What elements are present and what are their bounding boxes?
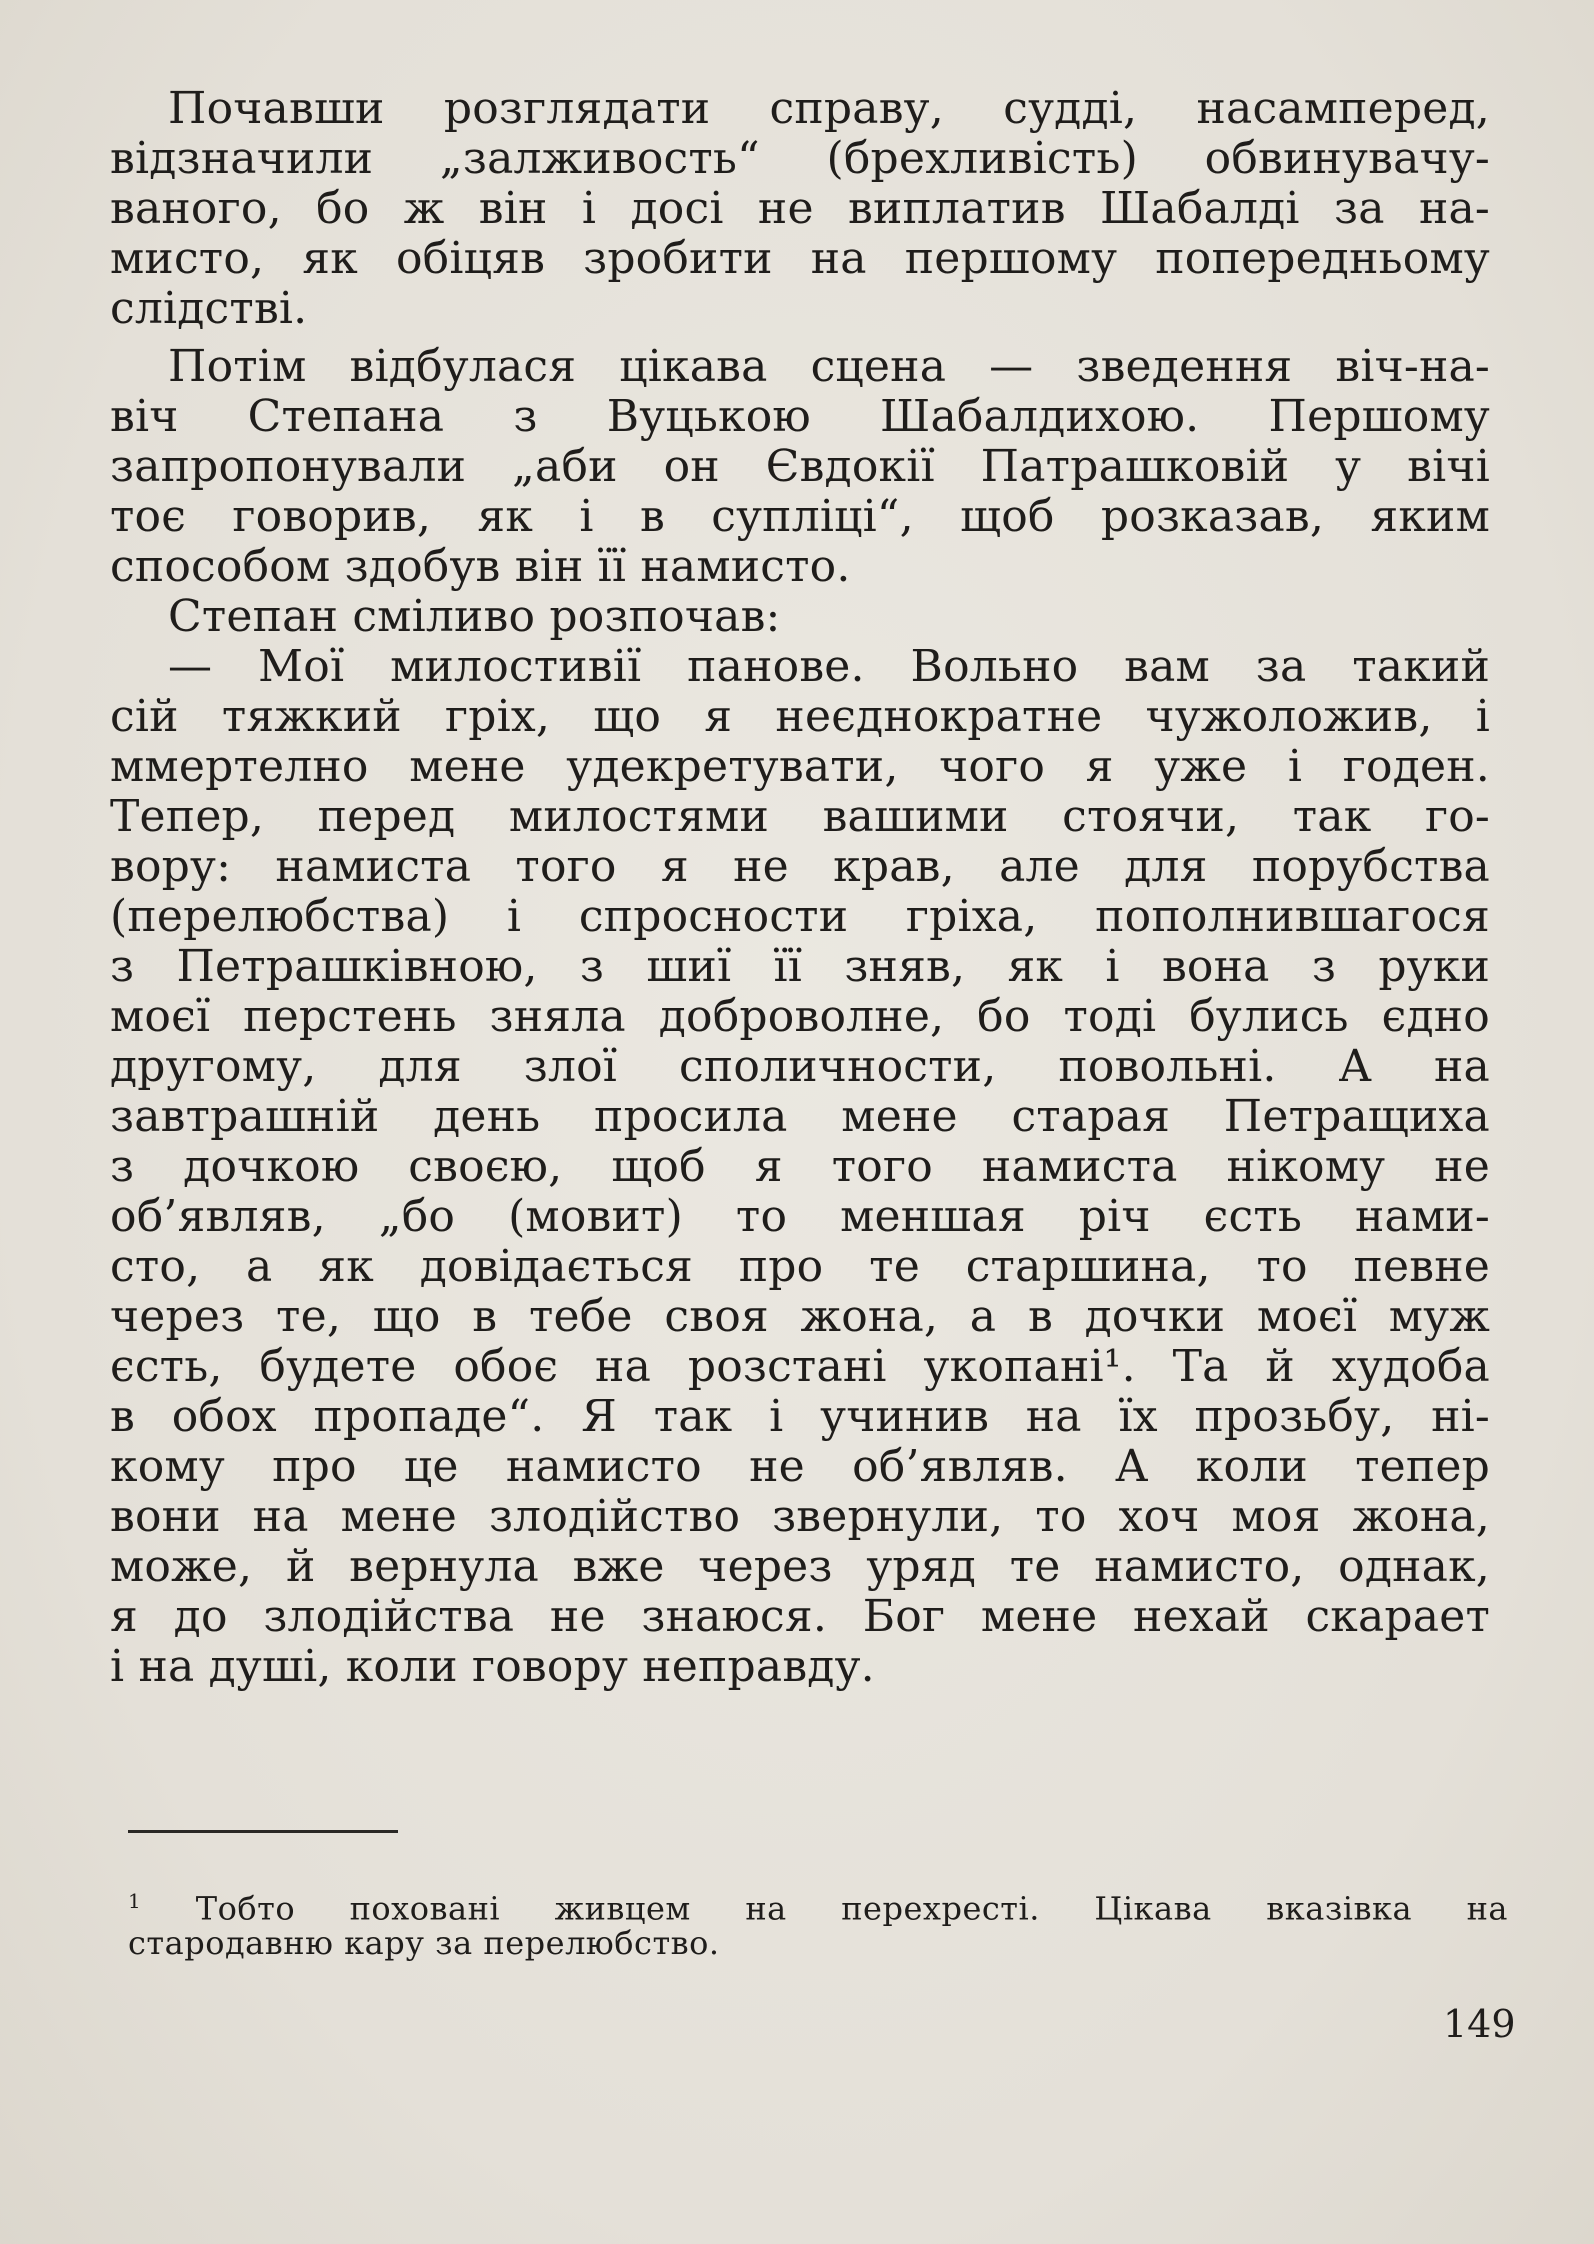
footnote-marker: 1 [128,1889,142,1913]
text-line: Степан сміливо розпочав: [168,591,781,642]
text-line: ваного, бо ж він і досі не виплатив Шабалді за на- [110,183,1490,234]
footnote [128,1880,1508,1964]
text-line: в обох пропаде“. Я так і учинив на їх прозьбу, ні- [110,1391,1490,1442]
body-text [110,84,1490,1692]
text-line: може, й вернула вже через уряд те намисто, однак, [110,1541,1490,1592]
text-line: Потім відбулася цікава сцена — зведення віч-на- [168,341,1490,392]
text-line: сто, а як довідається про те старшина, то певне [110,1241,1490,1292]
text-line: запропонували „аби он Євдокії Патрашковій у вічі [110,441,1490,492]
text-line: моєї перстень зняла доброволне, бо тоді булись єдно [110,991,1490,1042]
text-line: вони на мене злодійство звернули, то хоч моя жона, [110,1491,1490,1542]
footnote-line: стародавню кару за перелюбство. [128,1924,720,1962]
footnote-divider [128,1830,398,1833]
text-line: з дочкою своєю, щоб я того намиста нікому не [110,1141,1490,1192]
text-line: через те, що в тебе своя жона, а в дочки моєї муж [110,1291,1490,1342]
text-line: (перелюбства) і спросности гріха, пополнившагося [110,891,1490,942]
text-line: способом здобув він її намисто. [110,541,851,592]
text-line: тоє говорив, як і в супліці“, щоб розказав, яким [110,491,1490,542]
text-line: сій тяжкий гріх, що я неєднократне чужоложив, і [110,691,1490,742]
text-line: ммертелно мене удекретувати, чого я уже і годен. [110,741,1490,792]
text-line: Тепер, перед милостями вашими стоячи, так го- [110,791,1490,842]
text-line: і на душі, коли говору неправду. [110,1641,875,1692]
footnote-line [128,1880,1509,1928]
text-line: я до злодійства не знаюся. Бог мене нехай скарает [110,1591,1490,1642]
text-line: об’являв, „бо (мовит) то меншая річ єсть нами- [110,1191,1490,1242]
text-line: єсть, будете обоє на розстані укопані¹. Та й худоба [110,1341,1490,1392]
text-line: — Мої милостивії панове. Вольно вам за такий [168,641,1490,692]
page-number: 149 [1443,2002,1516,2046]
text-line: завтрашній день просила мене старая Петращиха [110,1091,1490,1142]
text-line: віч Степана з Вуцькою Шабалдихою. Першому [110,391,1490,442]
text-line: другому, для злої споличности, повольні. А на [110,1041,1490,1092]
text-line: вору: намиста того я не крав, але для порубства [110,841,1490,892]
text-line: відзначили „залживость“ (брехливість) обвинувачу- [110,133,1490,184]
text-line: слідстві. [110,283,308,334]
footnote-text: Тобто поховані живцем на перехресті. Цікава вказівка на [195,1889,1509,1928]
text-line: Почавши розглядати справу, судді, насамперед, [168,83,1490,134]
text-line: кому про це намисто не об’являв. А коли тепер [110,1441,1490,1492]
text-line: мисто, як обіцяв зробити на першому попередньому [110,233,1490,284]
text-line: з Петрашківною, з шиї її зняв, як і вона з руки [110,941,1490,992]
